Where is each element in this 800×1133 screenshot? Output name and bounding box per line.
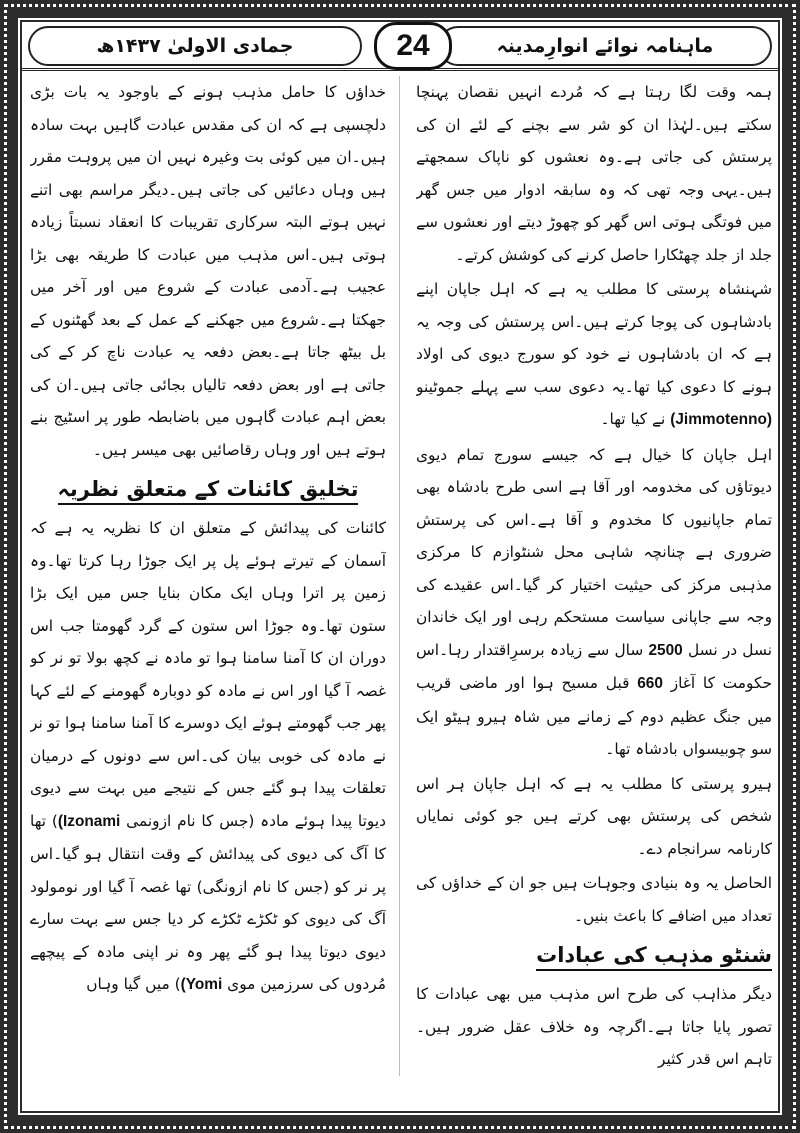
paragraph: ہمہ وقت لگا رہتا ہے کہ مُردے انہیں نقصان پہنچا سکتے ہیں۔لہٰذا ان کو شر سے بچنے کے لئے ان کی پرستش کی جاتی ہے۔وہ نعشوں کو ناپاک سمجھتے ہیں۔یہی وجہ تھی کہ وہ سابقہ ادوار میں جس گھر میں فوتگی ہوتی اس گھر کو چھوڑ دیتے اور نعشوں سے جلد از جلد چھٹکارا حاصل کرنے کی کوشش کرتے۔: [416, 83, 772, 264]
section-heading: تخلیق کائنات کے متعلق نظریہ: [30, 470, 386, 508]
page-header: [22, 22, 778, 71]
paragraph: خداؤں کا حامل مذہب ہونے کے باوجود یہ بات بڑی دلچسپی ہے کہ ان کی مقدس عبادت گاہیں بہت سادہ ہیں۔ان میں کوئی بت وغیرہ نہیں ان میں پروہت مقرر ہیں وہاں دعائیں کی جاتی ہیں۔دیگر مراسم بھی اتنے نہیں ہوتے البتہ سرکاری تقریبات کا انعقاد نسبتاً زیادہ ہوتی ہیں۔اس مذہب میں عبادت کا طریقہ بھی بڑا عجیب ہے۔آدمی عبادت کے شروع میں اور آخر میں جھکتا ہے۔شروع میں جھکنے کے عمل کے بعد گھٹنوں کے بل بیٹھ جاتا ہے۔بعض دفعہ یہ عبادت ناچ کر کے کی جاتی ہے اور بعض دفعہ تالیاں بجائی جاتی ہیں۔ان کی بعض اہم عبادت گاہوں میں باضابطہ طور پر اسٹیج بنے ہوتے ہیں اور وہاں رقاصائیں بھی میسر ہیں۔: [30, 83, 386, 459]
magazine-title: ماہنامہ نوائے انوارِمدینہ: [438, 26, 772, 66]
paragraph: دیگر مذاہب کی طرح اس مذہب میں بھی عبادات کا تصور پایا جاتا ہے۔اگرچہ وہ خلاف عقل ضرور ہیں۔تاہم اس قدر کثیر: [416, 985, 772, 1068]
right-column: [416, 76, 772, 1081]
paragraph: ہیرو پرستی کا مطلب یہ ہے کہ اہل جاپان ہر اس شخص کی پرستش بھی کرتے ہیں جو کوئی نمایاں کارنامہ سرانجام دے۔: [416, 774, 772, 858]
paragraph: اہل جاپان کا خیال ہے کہ جیسے سورج تمام دیوی دیوتاؤں کی مخدومہ اور آقا ہے اسی طرح بادشاہ بھی تمام جاپانیوں کا مخدوم و آقا ہے۔اس کی پرستش ضروری ہے چنانچہ شاہی محل شنٹوازم کا مرکزی مذہبی مرکز کی حیثیت اختیار کر گیا۔اس عقیدے کی وجہ سے جاپانی سیاست مستحکم رہی اور ایک خاندان نسل در نسل 2500 سال سے زیادہ برسرِاقتدار رہا۔اس حکومت کا آغاز 660 قبل مسیح ہوا اور ماضی قریب میں جنگ عظیم دوم کے زمانے میں شاہ ہیرو ہیٹو ایک سو چوبیسواں بادشاہ تھا۔: [416, 445, 772, 758]
paragraph: شہنشاہ پرستی کا مطلب یہ ہے کہ اہل جاپان اپنے بادشاہوں کی پوجا کرتے ہیں۔اس پرستش کی وجہ یہ ہے کہ ان بادشاہوں نے خود کو سورج دیوی کی اولاد ہونے کا دعوی کیا تھا۔یہ دعوی سب سے پہلے جموٹینو (Jimmotenno) نے کیا تھا۔: [416, 280, 772, 428]
issue-date: جمادی الاولیٰ ۱۴۳۷ھ: [28, 26, 362, 66]
left-column: [30, 76, 386, 1081]
section-heading: شنٹو مذہب کی عبادات: [416, 936, 772, 974]
paragraph: الحاصل یہ وہ بنیادی وجوہات ہیں جو ان کے خداؤں کی تعداد میں اضافے کا باعث بنیں۔: [416, 874, 772, 925]
column-divider: [399, 76, 400, 1076]
paragraph: کائنات کی پیدائش کے متعلق ان کا نظریہ یہ ہے کہ آسمان کے تیرتے ہوئے پل پر ایک جوڑا رہا کرتا تھا۔وہ زمین پر اترا وہاں ایک مکان بنایا جس میں ایک بڑا ستون تھا۔وہ جوڑا اس ستون کے گرد گھومتا جب اس دوران ان کا آمنا سامنا ہوا تو مادہ نے کچھ بولا تو نر کو غصہ آ گیا اور اس نے مادہ کو دوبارہ گھومنے کے لئے کہا پھر جب گھومتے ہوئے ایک دوسرے کا آمنا سامنا ہوا تو نر نے مادہ کی خوبی بیان کی۔اس سے دونوں کے درمیان تعلقات پیدا ہو گئے جس کے نتیجے میں بہت سے دیوی دیوتا پیدا ہوئے مادہ (جس کا نام ازونمی (Izonami) تھا کا آگ کی دیوی کی پیدائش کے وقت انتقال ہو گیا۔اس پر نر کو (جس کا نام ازونگی) تھا غصہ آ گیا اور نومولود آگ کی دیوی کو ٹکڑے ٹکڑے کر دیا جس سے بہت سارے دیوی دیوتا پیدا ہو گئے پھر وہ نر اپنی مادہ کے پیچھے مُردوں کی سرزمین موی (Yomi) میں گیا وہاں: [30, 519, 386, 993]
page-number: 24: [374, 22, 452, 70]
